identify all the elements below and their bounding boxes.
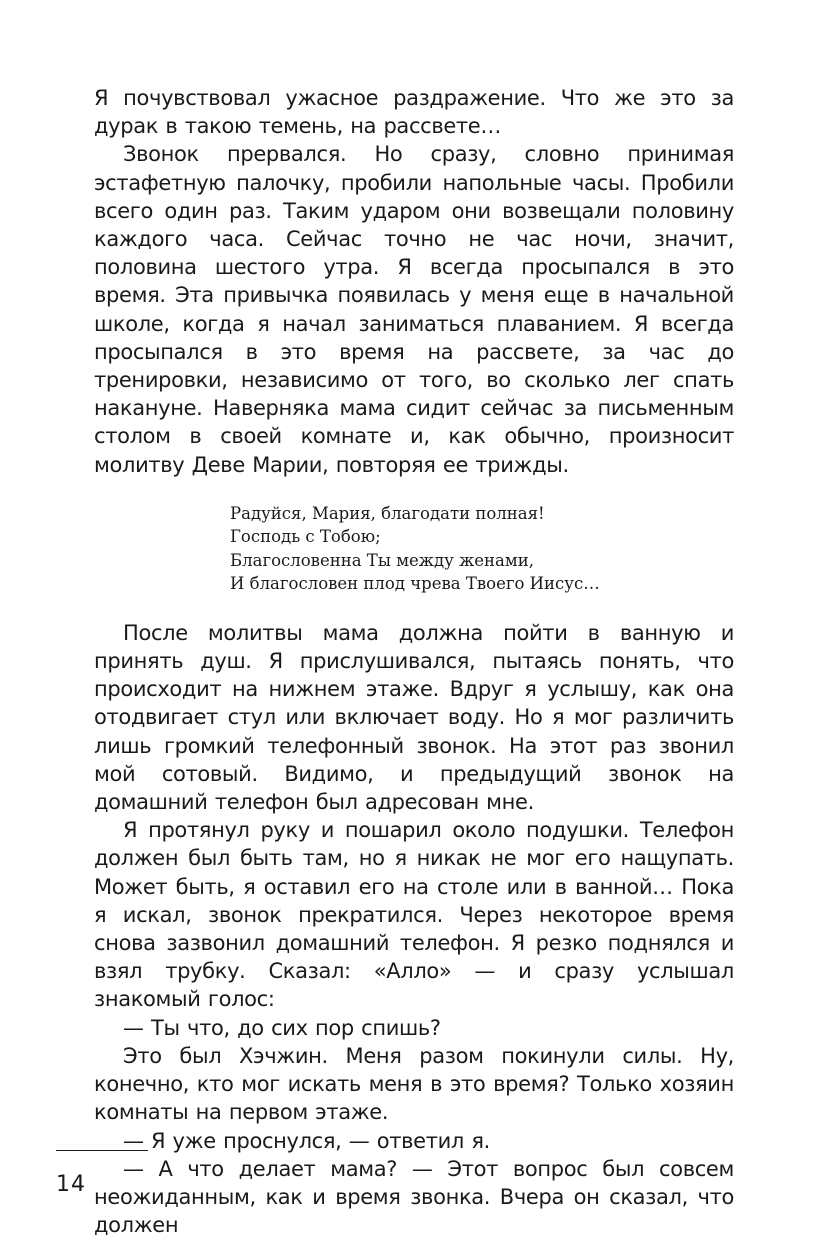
paragraph: После молитвы мама должна пойти в ванную и принять душ. Я прислушивался, пытаясь понять, что происходит на нижнем этаже. Вдруг я услышу, как она отодвигает стул или включает воду. Но я мог различить лишь громкий телефонный звонок. На этот раз звонил мой сотовый. Видимо, и предыдущий звонок на домашний телефон был адресован мне. <box>94 620 734 815</box>
verse-line: Радуйся, Мария, благодати полная! <box>230 503 545 523</box>
verse-line: Господь с Тобою; <box>230 527 381 547</box>
page-number: 14 <box>56 1172 86 1197</box>
dialogue-line: — А что делает мама? — Этот вопрос был совсем неожиданным, как и время звонка. Вчера он сказал, что должен <box>94 1156 734 1238</box>
dialogue-line: — Я уже проснулся, — ответил я. <box>123 1128 490 1153</box>
paragraph: Это был Хэчжин. Меня разом покинули силы. Ну, конечно, кто мог искать меня в это время? Только хозяин комнаты на первом этаже. <box>94 1043 734 1125</box>
page-number-rule <box>56 1150 148 1151</box>
verse-line: И благословен плод чрева Твоего Иисус… <box>230 574 600 594</box>
verse-line: Благословенна Ты между женами, <box>230 550 534 570</box>
main-text <box>94 84 734 1239</box>
paragraph: Я протянул руку и пошарил около подушки. Телефон должен был быть там, но я никак не мог его нащупать. Может быть, я оставил его на столе или в ванной… Пока я искал, звонок прекратился. Через некоторое время снова зазвонил домашний телефон. Я резко поднялся и взял трубку. Сказал: «Алло» — и сразу услышал знакомый голос: <box>94 818 734 1012</box>
paragraph: Я почувствовал ужасное раздражение. Что же это за дурак в такою темень, на рассвете… <box>94 86 734 139</box>
paragraph: Звонок прервался. Но сразу, словно принимая эстафетную палочку, пробили напольные часы. Пробили всего один раз. Таким ударом они возвещали половину каждого часа. Сейчас точно не час ночи, значит, половина шестого утра. Я всегда просыпался в это время. Эта привычка появилась у меня еще в начальной школе, когда я начал заниматься плаванием. Я всегда просыпался в это время на рассвете, за час до тренировки, независимо от того, во сколько лег спать накануне. Наверняка мама сидит сейчас за письменным столом в своей комнате и, как обычно, произносит молитву Деве Марии, повторяя ее трижды. <box>94 142 734 477</box>
prayer-verse <box>230 502 734 596</box>
dialogue-line: — Ты что, до сих пор спишь? <box>123 1015 441 1040</box>
